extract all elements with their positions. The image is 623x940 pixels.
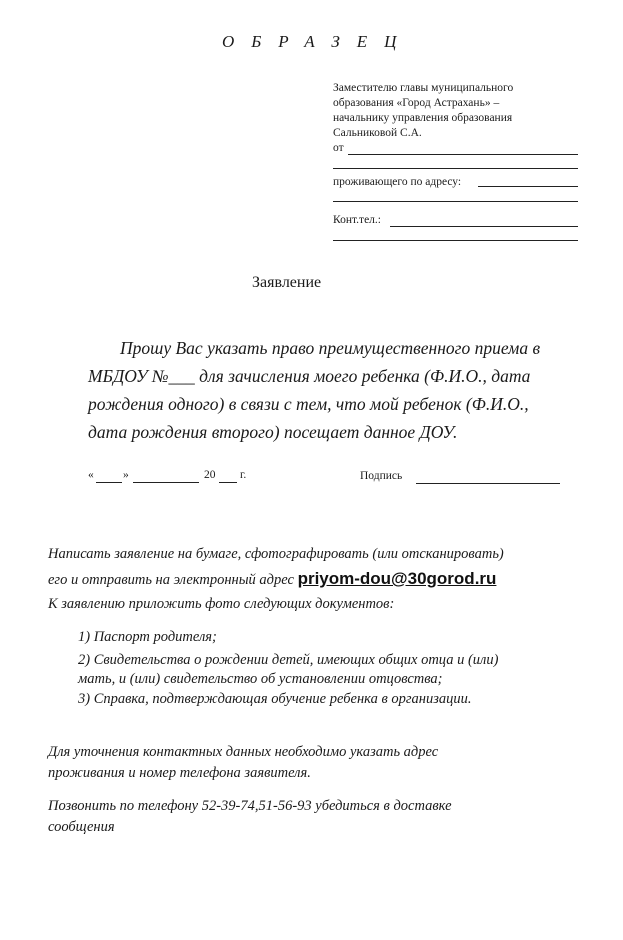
contact-note-line-2: проживания и номер телефона заявителя. [48, 765, 311, 781]
addressee-line-3: начальнику управления образования [333, 112, 513, 124]
year-suffix: г. [240, 469, 247, 481]
date-open-quote: « [88, 469, 94, 481]
addressee-line-2: образования «Город Астрахань» – [333, 97, 500, 109]
from-label: от [333, 142, 344, 154]
phone-label: Конт.тел.: [333, 214, 381, 226]
document-heading: Заявление [252, 274, 322, 291]
address-label: проживающего по адресу: [333, 176, 462, 188]
signature-label: Подпись [360, 470, 403, 482]
document-item-1: 1) Паспорт родителя; [78, 629, 217, 645]
instruction-line-3: К заявлению приложить фото следующих документов: [48, 596, 395, 612]
from-field-line-2[interactable] [333, 168, 578, 169]
addressee-line-1: Заместителю главы муниципального [333, 82, 514, 94]
sample-title: ОБРАЗЕЦ [222, 32, 414, 51]
email-link[interactable]: priyom-dou@30gorod.ru [297, 569, 497, 588]
date-close-quote: » [123, 469, 129, 481]
body-line-4: дата рождения второго) посещает данное ДОУ. [88, 422, 458, 442]
document-item-2-cont: мать, и (или) свидетельство об установлении отцовства; [78, 671, 443, 687]
year-field-line[interactable] [219, 482, 237, 483]
body-line-3: рождения одного) в связи с тем, что мой ребенок (Ф.И.О., [88, 394, 529, 414]
addressee-line-4: Сальниковой С.А. [333, 127, 422, 139]
contact-note-line-1: Для уточнения контактных данных необходимо указать адрес [48, 744, 439, 760]
call-note-line-1: Позвонить по телефону 52-39-74,51-56-93 убедиться в доставке [48, 798, 452, 814]
instruction-line-2-text: его и отправить на электронный адрес [48, 572, 294, 588]
phone-field-line[interactable] [390, 226, 578, 227]
month-field-line[interactable] [133, 482, 199, 483]
address-field-line-2[interactable] [333, 201, 578, 202]
application-body [88, 334, 588, 446]
call-note-line-2: сообщения [48, 819, 115, 835]
instruction-line-1: Написать заявление на бумаге, сфотографировать (или отсканировать) [48, 546, 504, 562]
signature-field-line[interactable] [416, 483, 560, 484]
phone-field-line-2[interactable] [333, 240, 578, 241]
instruction-line-2 [48, 570, 496, 590]
year-prefix: 20 [204, 469, 216, 481]
address-field-line[interactable] [478, 186, 578, 187]
from-field-line[interactable] [348, 154, 578, 155]
body-line-2: МБДОУ №___ для зачисления моего ребенка (Ф.И.О., дата [88, 366, 531, 386]
body-line-1: Прошу Вас указать право преимущественного приема в [120, 338, 541, 358]
day-field-line[interactable] [96, 482, 122, 483]
document-item-2: 2) Свидетельства о рождении детей, имеющих общих отца и (или) [78, 652, 499, 668]
document-item-3: 3) Справка, подтверждающая обучение ребенка в организации. [78, 691, 472, 707]
